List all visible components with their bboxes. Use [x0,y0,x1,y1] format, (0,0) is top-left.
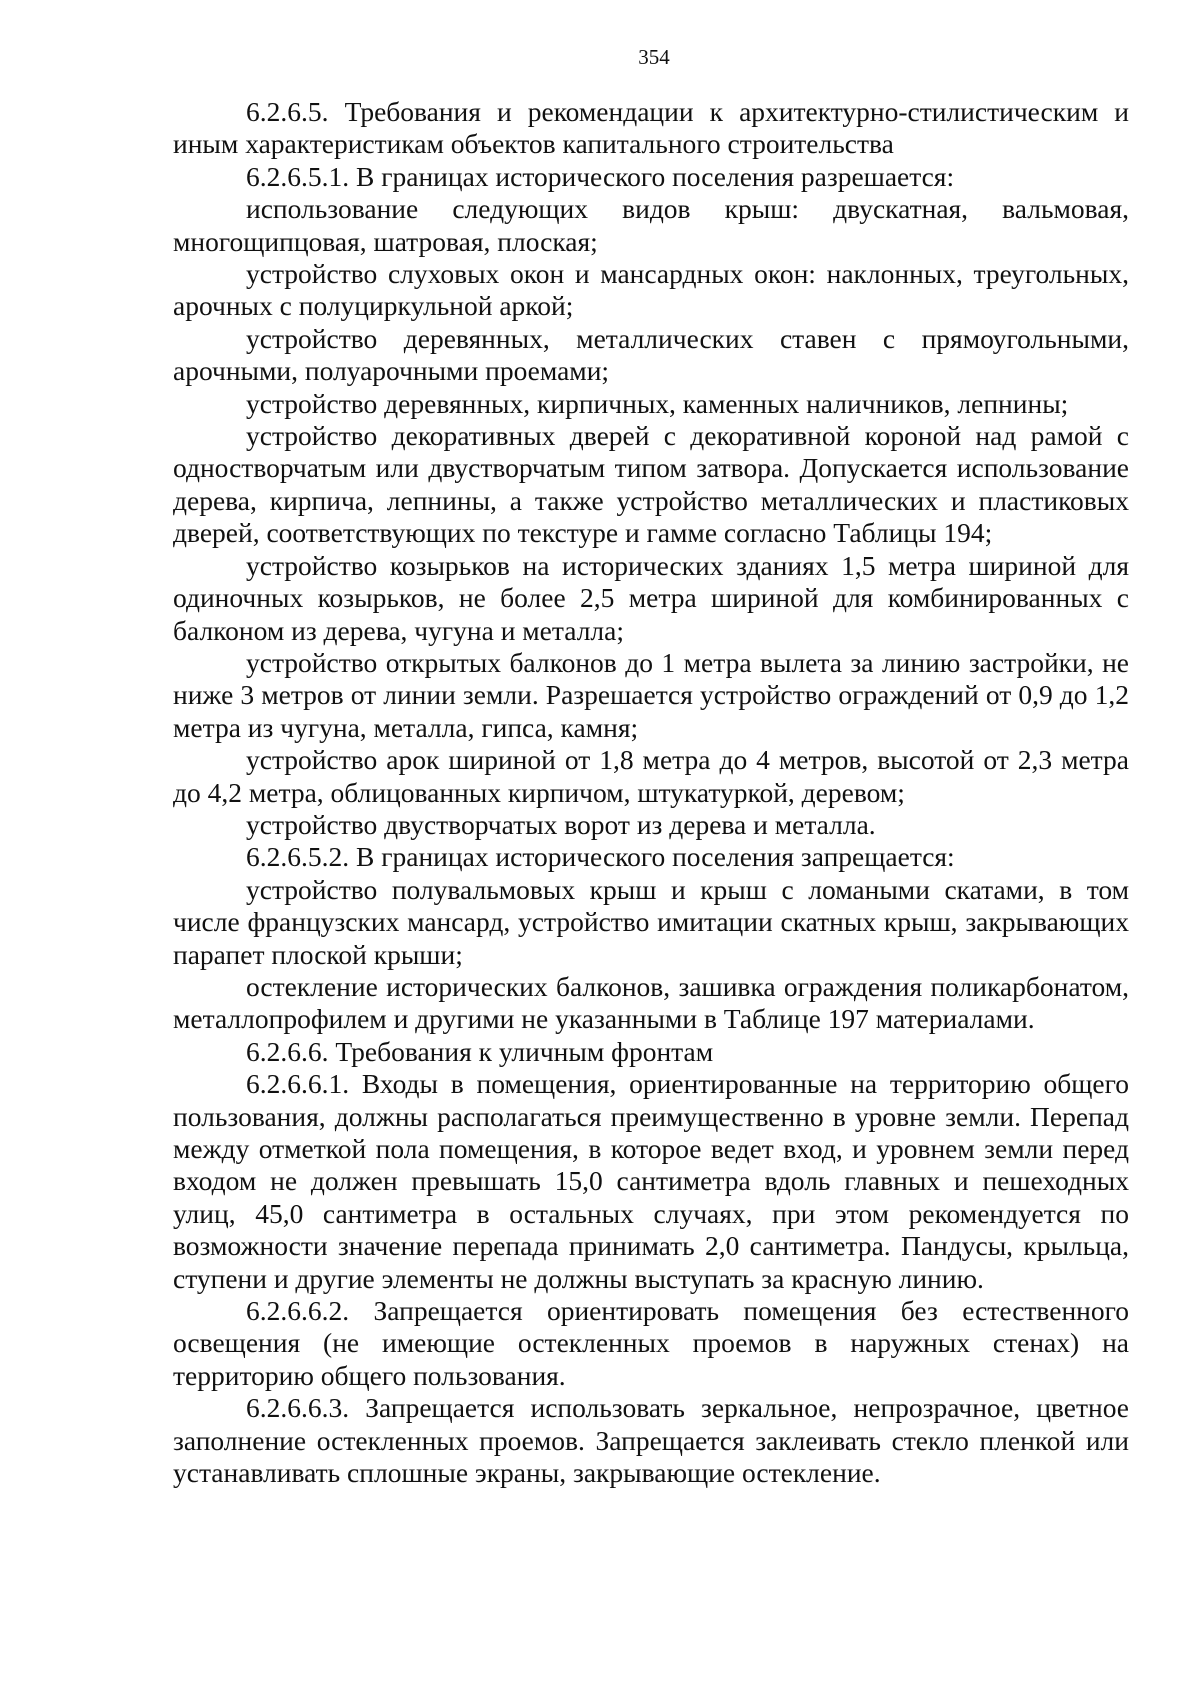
list-item-roof-types: использование следующих видов крыш: двускатная, вальмовая, многощипцовая, шатровая, плоская; [173,193,1129,257]
list-item-dormer-windows: устройство слуховых окон и мансардных окон: наклонных, треугольных, арочных с полуциркульной аркой; [173,258,1129,322]
clause-6-2-6-6-1: 6.2.6.6.1. Входы в помещения, ориентированные на территорию общего пользования, должны располагаться преимущественно в уровне земли. Перепад между отметкой пола помещения, в которое ведет вход, и уровнем земли перед входом не должен превышать 15,0 сантиметра вдоль главных и пешеходных улиц, 45,0 сантиметра в остальных случаях, при этом рекомендуется по возможности значение перепада принимать 2,0 сантиметра. Пандусы, крыльца, ступени и другие элементы не должны выступать за красную линию. [173,1068,1129,1294]
clause-6-2-6-6-3: 6.2.6.6.3. Запрещается использовать зеркальное, непрозрачное, цветное заполнение остекленных проемов. Запрещается заклеивать стекло пленкой или устанавливать сплошные экраны, закрывающие остекление. [173,1392,1129,1489]
clause-6-2-6-5-2: 6.2.6.5.2. В границах исторического поселения запрещается: [246,841,955,873]
section-heading-6-2-6-6: 6.2.6.6. Требования к уличным фронтам [246,1035,714,1067]
clause-6-2-6-6-2: 6.2.6.6.2. Запрещается ориентировать помещения без естественного освещения (не имеющие остекленных проемов в наружных стенах) на территорию общего пользования. [173,1295,1129,1391]
list-item-prohibited-glazing: остекление исторических балконов, зашивка ограждения поликарбонатом, металлопрофилем и другими не указанными в Таблице 197 материалами. [173,970,1129,1035]
list-item-canopies: устройство козырьков на исторических зданиях 1,5 метра шириной для одиночных козырьков, не более 2,5 метра шириной для комбинированных с балконом из дерева, чугуна и металла; [173,549,1129,646]
list-item-gates: устройство двустворчатых ворот из дерева и металла. [246,808,876,840]
section-heading-6-2-6-5: 6.2.6.5. Требования и рекомендации к архитектурно-стилистическим и иным характеристикам объектов капитального строительства [173,96,1129,160]
list-item-decorative-doors: устройство декоративных дверей с декоративной короной над рамой с одностворчатым или двустворчатым типом затвора. Допускается использование дерева, кирпича, лепнины, а также устройство металлических и пластиковых дверей, соответствующих по текстуре и гамме согласно Таблицы 194; [173,420,1129,549]
list-item-window-trims: устройство деревянных, кирпичных, каменных наличников, лепнины; [246,387,1069,419]
list-item-arches: устройство арок шириной от 1,8 метра до 4 метров, высотой от 2,3 метра до 4,2 метра, облицованных кирпичом, штукатуркой, деревом; [173,744,1129,808]
list-item-shutters: устройство деревянных, металлических ставен с прямоугольными, арочными, полуарочными проемами; [173,322,1129,387]
page-number: 354 [638,45,670,69]
document-body [173,96,1129,1489]
list-item-balconies: устройство открытых балконов до 1 метра вылета за линию застройки, не ниже 3 метров от линии земли. Разрешается устройство ограждений от 0,9 до 1,2 метра из чугуна, металла, гипса, камня; [173,646,1129,743]
list-item-prohibited-roofs: устройство полувальмовых крыш и крыш с ломаными скатами, в том числе французских мансард, устройство имитации скатных крыш, закрывающих парапет плоской крыши; [173,873,1129,970]
clause-6-2-6-5-1: 6.2.6.5.1. В границах исторического поселения разрешается: [246,160,955,192]
